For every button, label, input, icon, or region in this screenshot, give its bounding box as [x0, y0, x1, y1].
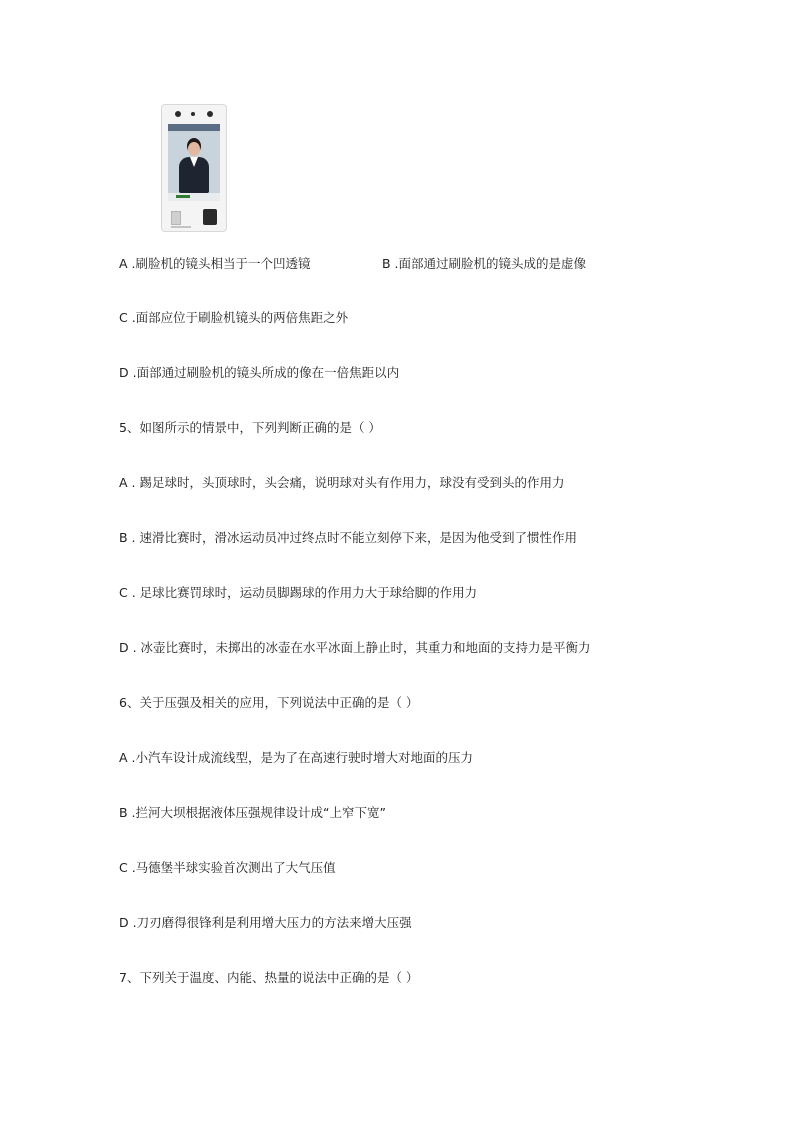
option-4b: B .面部通过刷脸机的镜头成的是虚像 [382, 256, 587, 271]
option-4d: D .面部通过刷脸机的镜头所成的像在一倍焦距以内 [119, 365, 400, 380]
option-5b: B . 速滑比赛时，滑冰运动员冲过终点时不能立刻停下来，是因为他受到了惯性作用 [119, 530, 577, 545]
question-7: 7、下列关于温度、内能、热量的说法中正确的是（ ） [119, 970, 419, 985]
question-6: 6、关于压强及相关的应用，下列说法中正确的是（ ） [119, 695, 419, 710]
sensor-icon [191, 112, 195, 116]
option-6a: A .小汽车设计成流线型，是为了在高速行驶时增大对地面的压力 [119, 750, 473, 765]
person-head [188, 142, 200, 156]
device-screen [168, 124, 220, 201]
option-4a: A .刷脸机的镜头相当于一个凹透镜 [119, 256, 311, 271]
option-5c: C . 足球比赛罚球时，运动员脚踢球的作用力大于球给脚的作用力 [119, 585, 478, 600]
card-reader-icon [171, 211, 181, 225]
question-5: 5、如图所示的情景中，下列判断正确的是（ ） [119, 420, 381, 435]
option-4c: C .面部应位于刷脸机镜头的两倍焦距之外 [119, 310, 349, 325]
option-6b: B .拦河大坝根据液体压强规律设计成“上窄下宽” [119, 805, 386, 820]
camera-right-icon [207, 111, 213, 117]
option-6c: C .马德堡半球实验首次测出了大气压值 [119, 860, 336, 875]
camera-left-icon [175, 111, 181, 117]
fingerprint-sensor-icon [203, 209, 217, 225]
option-5a: A . 踢足球时，头顶球时，头会痛，说明球对头有作用力，球没有受到头的作用力 [119, 475, 565, 490]
option-5d: D . 冰壶比赛时，未掷出的冰壶在水平冰面上静止时，其重力和地面的支持力是平衡力 [119, 640, 591, 655]
face-recognition-device-image [161, 104, 227, 232]
brand-logo [176, 195, 190, 198]
option-6d: D .刀刃磨得很锋利是利用增大压力的方法来增大压强 [119, 915, 412, 930]
